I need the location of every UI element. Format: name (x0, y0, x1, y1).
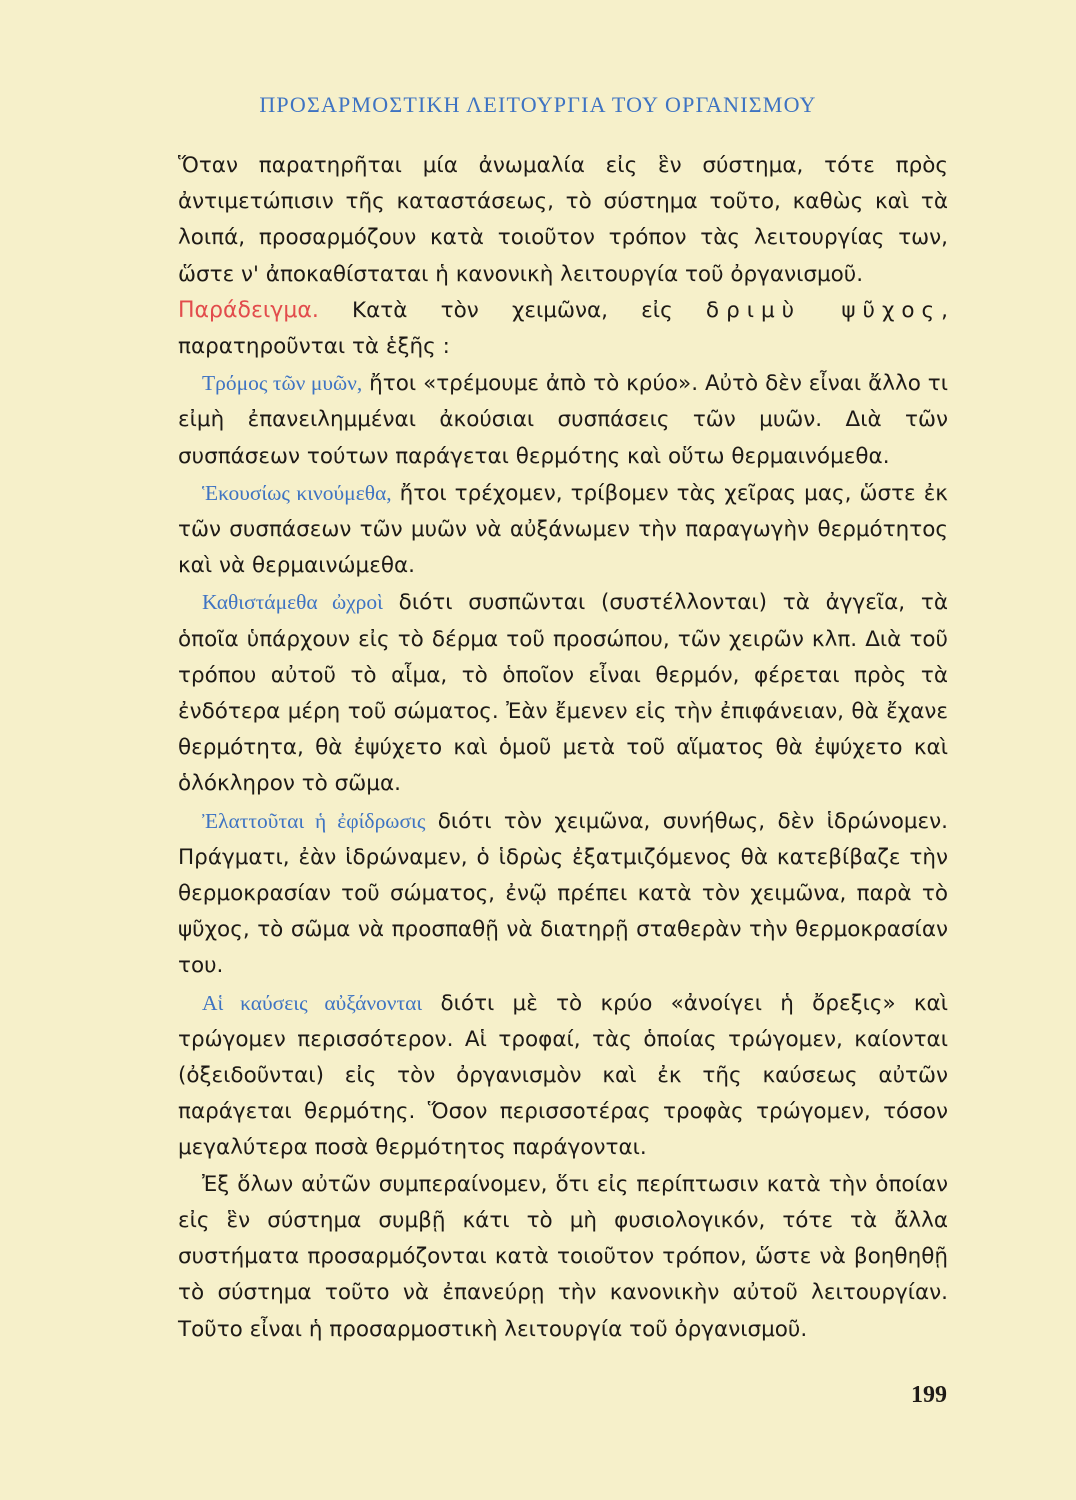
item-sweating (178, 803, 948, 985)
item-trembling (178, 365, 948, 475)
example-spaced-word: δριμὺ ψῦχος (705, 297, 942, 323)
item-text: διότι συσπῶνται (συστέλλονται) τὰ ἀγγεῖα, τὰ ὁποῖα ὑπάρχουν εἰς τὸ δέρμα τοῦ προσώπου, τῶν χειρῶν κλπ. Διὰ τοῦ τρόπου αὐτοῦ τὸ αἷμα, τὸ ὁποῖον εἶναι θερμόν, φέρεται πρὸς τὰ ἐνδότερα μέρη τοῦ σώματος. Ἐὰν ἔμενεν εἰς τὴν ἐπιφάνειαν, θὰ ἔχανε θερμότητα, θὰ ἐψύχετο καὶ ὁμοῦ μετὰ τοῦ αἵματος θὰ ἐψύχετο καὶ ὁλόκληρον τὸ σῶμα. (178, 590, 948, 797)
example-text-after: , παρατηροῦνται τὰ ἑξῆς : (178, 297, 948, 360)
item-text: διότι μὲ τὸ κρύο «ἀνοίγει ἡ ὄρεξις» καὶ τρώγομεν περισσότερον. Αἱ τροφαί, τὰς ὁποίας τρώγομεν, καίονται (ὀξειδοῦνται) εἰς τὸν ὀργανισμὸν καὶ ἐκ τῆς καύσεως αὐτῶν παράγεται θερμότης. Ὅσον περισσοτέρας τροφὰς τρώγομεν, τόσον μεγαλύτερα ποσὰ θερμότητος παράγονται. (178, 990, 948, 1161)
example-paragraph (178, 293, 948, 365)
item-term: Καθιστάμεθα ὠχροὶ (202, 590, 383, 615)
item-paleness (178, 584, 948, 802)
item-combustion (178, 985, 948, 1167)
item-text: ἤτοι τρέχομεν, τρίβομεν τὰς χεῖρας μας, ὥστε ἐκ τῶν συσπάσεων τῶν μυῶν νὰ αὐξάνωμεν τὴν παραγωγὴν θερμότητος καὶ νὰ θερμαινώμεθα. (178, 480, 948, 579)
page-heading: ΠΡΟΣΑΡΜΟΣΤΙΚΗ ΛΕΙΤΟΥΡΓΙΑ ΤΟΥ ΟΡΓΑΝΙΣΜΟΥ (259, 92, 817, 117)
item-voluntary-movement (178, 475, 948, 585)
item-term: Ἐλαττοῦται ἡ ἐφίδρωσις (202, 808, 426, 833)
item-term: Ἑκουσίως κινούμεθα, (202, 480, 392, 505)
page-body (178, 148, 948, 1348)
page-number: 199 (911, 1382, 947, 1408)
item-text: ἤτοι «τρέμουμε ἀπὸ τὸ κρύο». Αὐτὸ δὲν εἶναι ἄλλο τι εἰμὴ ἐπανειλημμέναι ἀκούσιαι συσπάσεις τῶν μυῶν. Διὰ τῶν συσπάσεων τούτων παράγεται θερμότης καὶ οὕτω θερμαινόμεθα. (178, 371, 948, 469)
item-text: διότι τὸν χειμῶνα, συνήθως, δὲν ἱδρώνομεν. Πράγματι, ἐὰν ἱδρώναμεν, ὁ ἱδρὼς ἐξατμιζόμενος θὰ κατεβίβαζε τὴν θερμοκρασίαν τοῦ σώματος, ἐνῷ πρέπει κατὰ τὸν χειμῶνα, παρὰ τὸ ψῦχος, τὸ σῶμα νὰ προσπαθῇ νὰ διατηρῇ σταθερὰν τὴν θερμοκρασίαν του. (178, 808, 949, 979)
conclusion-paragraph: Ἐξ ὅλων αὐτῶν συμπεραίνομεν, ὅτι εἰς περίπτωσιν κατὰ τὴν ὁποίαν εἰς ἓν σύστημα συμβῇ κάτι τὸ μὴ φυσιολογικόν, τότε τὰ ἄλλα συστήματα προσαρμόζονται κατὰ τοιοῦτον τρόπον, ὥστε νὰ βοηθηθῇ τὸ σύστημα τοῦτο νὰ ἐπανεύρῃ τὴν κανονικὴν αὐτοῦ λειτουργίαν. Τοῦτο εἶναι ἡ προσαρμοστικὴ λειτουργία τοῦ ὀργανισμοῦ. (178, 1171, 948, 1342)
example-text-before: Κατὰ τὸν χειμῶνα, εἰς (318, 297, 706, 323)
example-label: Παράδειγμα. (178, 297, 319, 323)
item-term: Αἱ καύσεις αὐξάνονται (202, 990, 423, 1015)
intro-paragraph: Ὅταν παρατηρῆται μία ἀνωμαλία εἰς ἓν σύστημα, τότε πρὸς ἀντιμετώπισιν τῆς καταστάσεως, τὸ σύστημα τοῦτο, καθὼς καὶ τὰ λοιπά, προσαρμόζουν κατὰ τοιοῦτον τρόπον τὰς λειτουργίας των, ὥστε ν' ἀποκαθίσταται ἡ κανονικὴ λειτουργία τοῦ ὀργανισμοῦ. (178, 153, 948, 287)
item-term: Τρόμος τῶν μυῶν, (202, 371, 363, 396)
